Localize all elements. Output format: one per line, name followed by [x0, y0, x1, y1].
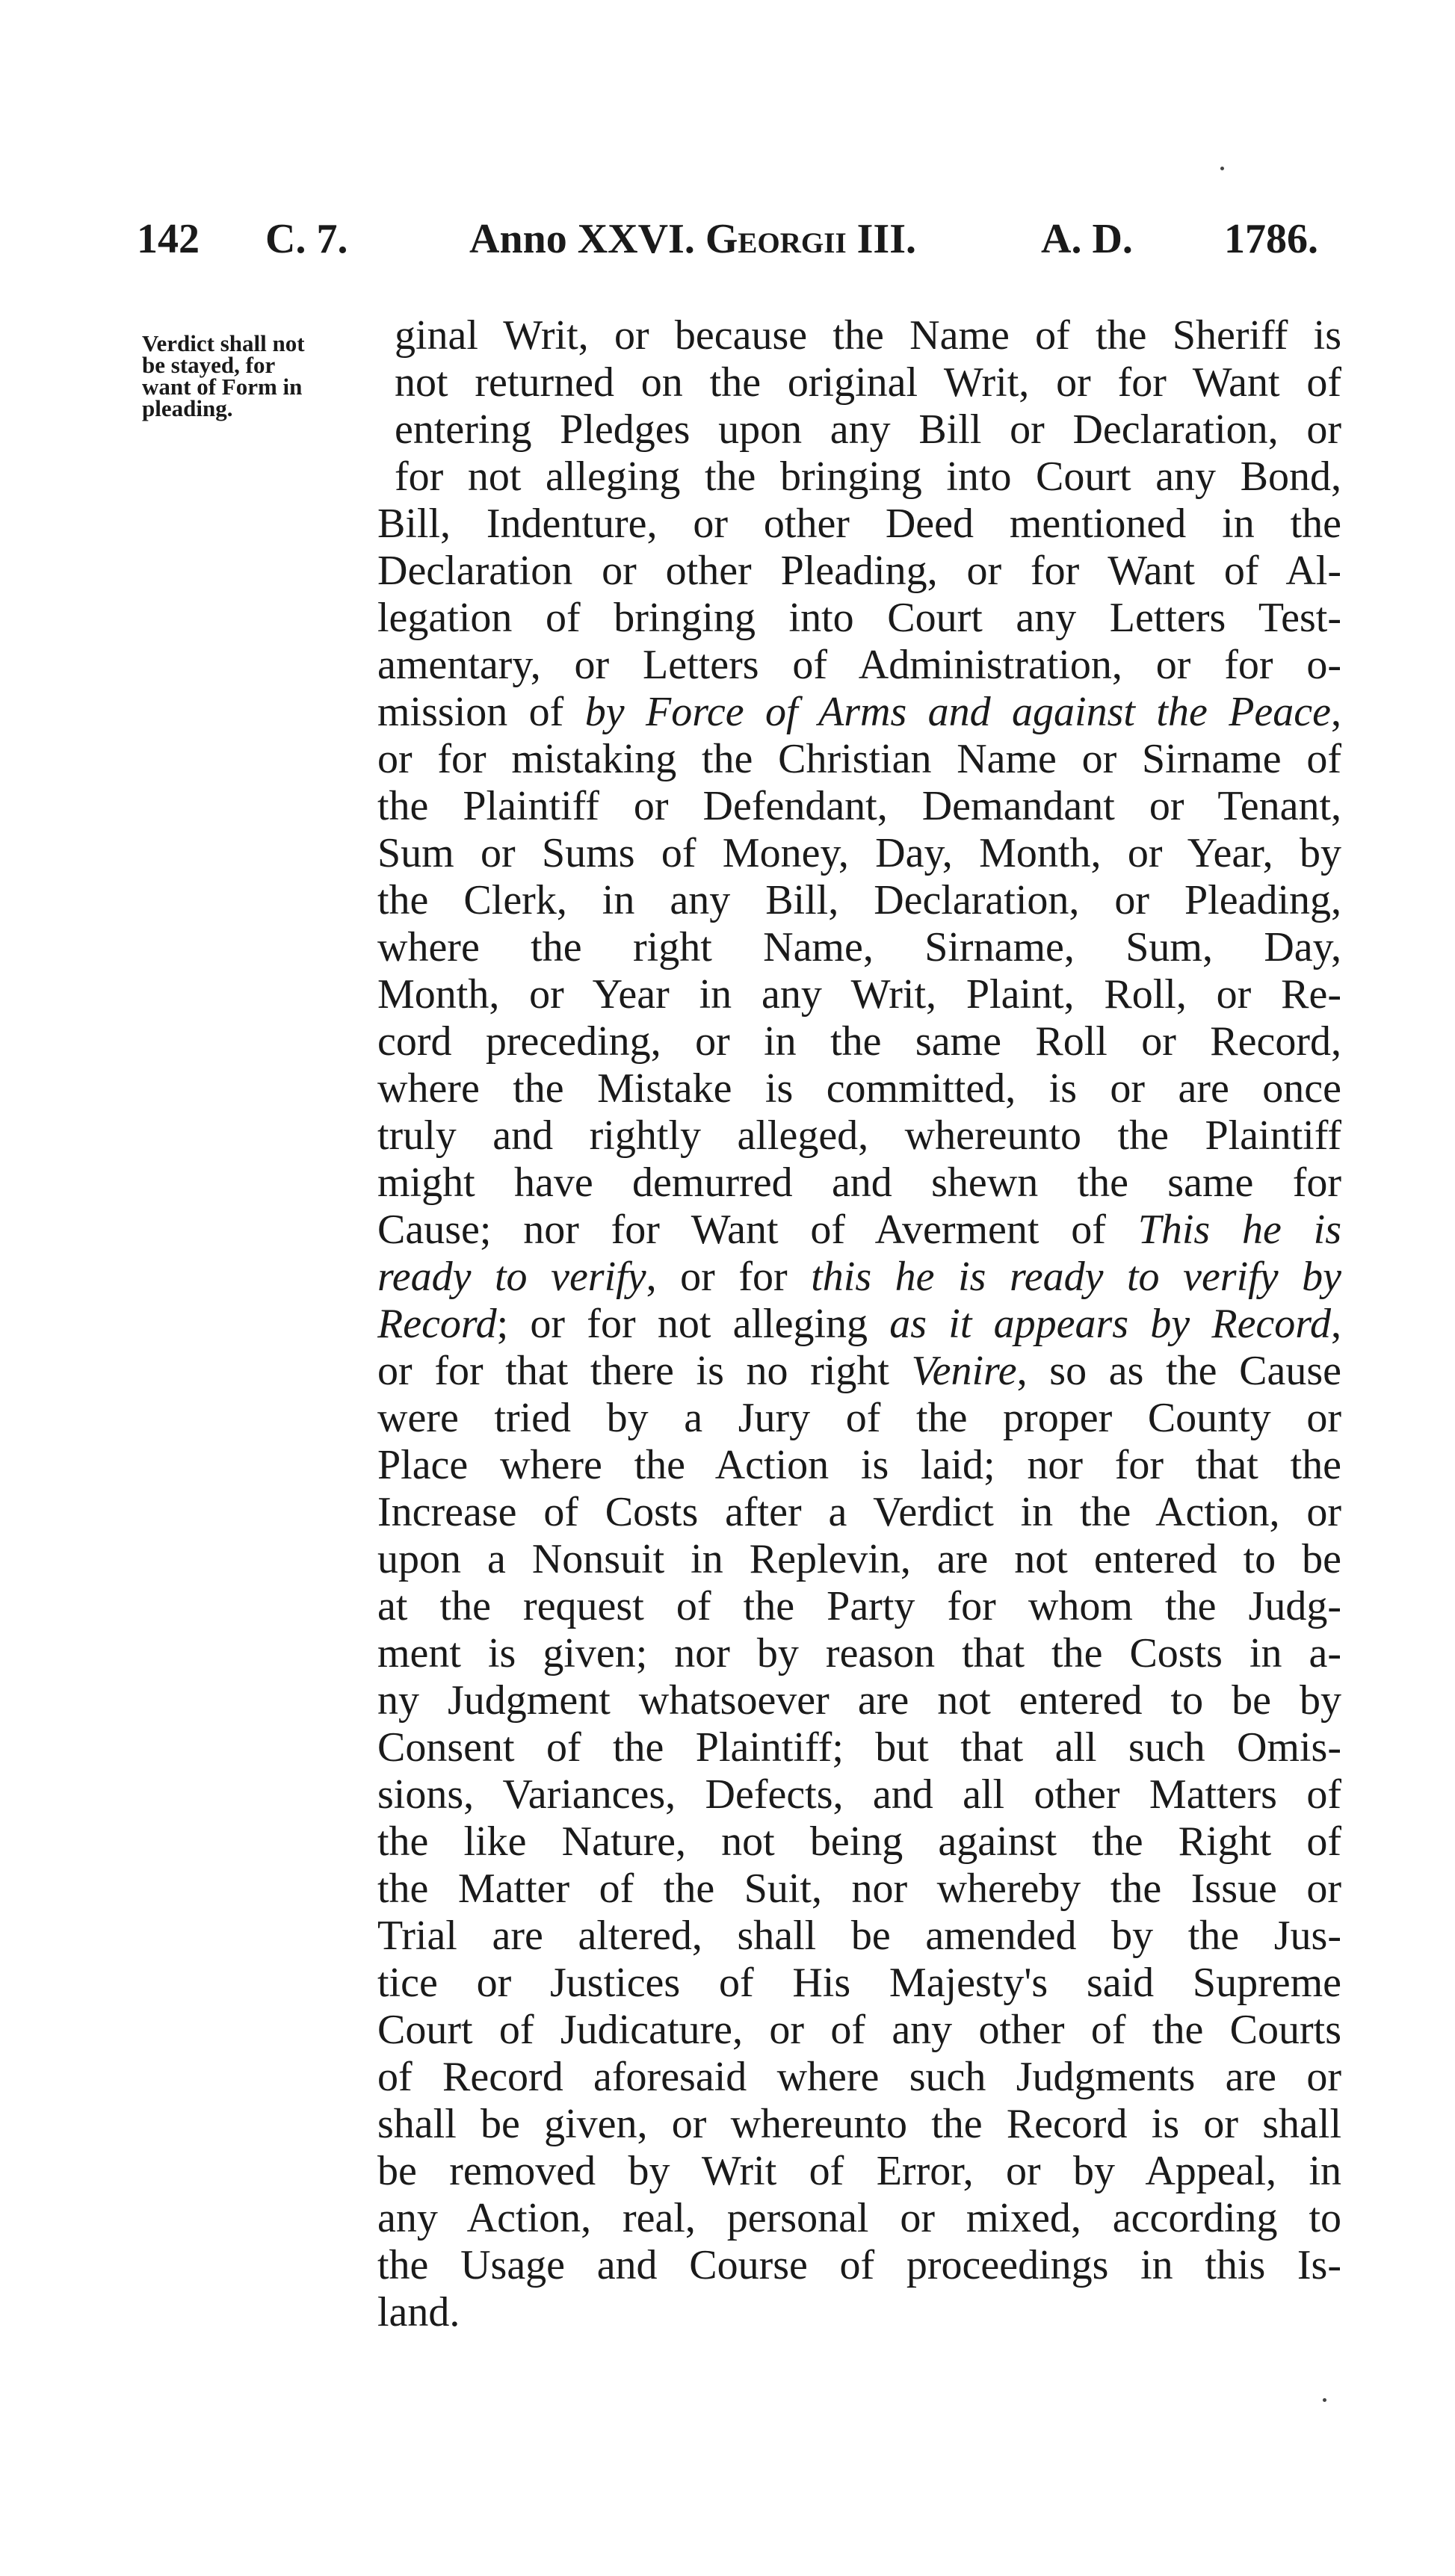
marginal-note-line: want of Form in: [142, 374, 303, 400]
body-line: or for mistaking the Christian Name or Sirname of: [377, 736, 1341, 782]
body-line: land.: [377, 2289, 460, 2335]
italic-phrase: ready to verify: [377, 1254, 646, 1300]
body-line: the Matter of the Suit, nor whereby the Issue or: [377, 1866, 1341, 1912]
body-line: ginal Writ, or because the Name of the Sheriff is: [395, 312, 1341, 359]
italic-phrase: this he is ready to verify by: [811, 1254, 1341, 1300]
body-line: legation of bringing into Court any Letters Test-: [377, 595, 1341, 641]
body-line: ny Judgment whatsoever are not entered to be by: [377, 1677, 1341, 1724]
body-line: at the request of the Party for whom the Judg-: [377, 1583, 1341, 1629]
body-line: the Plaintiff or Defendant, Demandant or Tenant,: [377, 783, 1341, 829]
body-line: the Clerk, in any Bill, Declaration, or Pleading,: [377, 877, 1341, 923]
marginal-note-line: pleading.: [142, 395, 233, 421]
body-line: not returned on the original Writ, or for Want of: [395, 359, 1341, 406]
marginal-note-line: be stayed, for: [142, 352, 276, 378]
marginal-note: [142, 332, 392, 419]
body-line: Record; or for not alleging as it appears by Record,: [377, 1301, 1341, 1347]
body-line: upon a Nonsuit in Replevin, are not entered to be: [377, 1536, 1341, 1582]
body-line: of Record aforesaid where such Judgments are or: [377, 2054, 1341, 2100]
body-line: tice or Justices of His Majesty's said Supreme: [377, 1960, 1341, 2006]
regnal-number: III.: [856, 216, 917, 262]
running-head: [137, 213, 1332, 265]
body-line: ment is given; nor by reason that the Costs in a-: [377, 1630, 1341, 1676]
statute-body-text: [377, 312, 1341, 2336]
body-line: ready to verify, or for this he is ready to verify by: [377, 1254, 1341, 1300]
body-line: Bill, Indenture, or other Deed mentioned in the: [377, 501, 1341, 547]
body-line: Court of Judicature, or of any other of the Courts: [377, 2007, 1341, 2053]
body-line: mission of by Force of Arms and against the Peace,: [377, 689, 1341, 735]
body-line: the Usage and Course of proceedings in this Is-: [377, 2242, 1341, 2288]
body-line: Declaration or other Pleading, or for Want of Al-: [377, 548, 1341, 594]
italic-phrase: by Force of Arms and against the Peace: [584, 689, 1331, 735]
body-line: Trial are altered, shall be amended by the Jus-: [377, 1913, 1341, 1959]
body-line: Month, or Year in any Writ, Plaint, Roll, or Re-: [377, 971, 1341, 1018]
body-line: truly and rightly alleged, whereunto the Plaintiff: [377, 1112, 1341, 1159]
chapter-number: C. 7.: [265, 216, 348, 262]
body-line: any Action, real, personal or mixed, according to: [377, 2195, 1341, 2241]
body-line: be removed by Writ of Error, or by Appeal, in: [377, 2148, 1341, 2194]
italic-phrase: as it appears by Record: [889, 1301, 1332, 1347]
body-line: the like Nature, not being against the Right of: [377, 1818, 1341, 1865]
marginal-note-line: Verdict shall not: [142, 330, 305, 356]
body-line: Sum or Sums of Money, Day, Month, or Year, by: [377, 830, 1341, 876]
page-number: 142: [137, 216, 200, 262]
body-line: Consent of the Plaintiff; but that all such Omis-: [377, 1724, 1341, 1771]
body-line: Cause; nor for Want of Averment of This he is: [377, 1207, 1341, 1253]
print-speck: [1323, 2398, 1326, 2402]
body-line: for not alleging the bringing into Court any Bond,: [395, 453, 1341, 500]
italic-phrase: Record: [377, 1301, 497, 1347]
anno-prefix: Anno XXVI.: [469, 216, 695, 262]
monarch-name: Georgii: [705, 216, 847, 262]
body-line: Increase of Costs after a Verdict in the Action, or: [377, 1489, 1341, 1535]
regnal-year: [469, 213, 916, 265]
body-line: cord preceding, or in the same Roll or Record,: [377, 1018, 1341, 1065]
body-line: amentary, or Letters of Administration, or for o-: [377, 642, 1341, 688]
body-line: where the Mistake is committed, is or are once: [377, 1065, 1341, 1112]
body-line: sions, Variances, Defects, and all other Matters of: [377, 1771, 1341, 1818]
body-line: Place where the Action is laid; nor for that the: [377, 1442, 1341, 1488]
body-line: were tried by a Jury of the proper County or: [377, 1395, 1341, 1441]
italic-phrase: Venire: [911, 1348, 1017, 1394]
italic-phrase: This he is: [1137, 1207, 1341, 1253]
year: 1786.: [1224, 216, 1318, 262]
body-line: where the right Name, Sirname, Sum, Day,: [377, 924, 1341, 970]
body-line: entering Pledges upon any Bill or Declaration, or: [395, 406, 1341, 453]
print-speck: [1220, 167, 1224, 170]
body-line: shall be given, or whereunto the Record is or shall: [377, 2101, 1341, 2147]
body-line: might have demurred and shewn the same for: [377, 1159, 1341, 1206]
anno-domini: A. D.: [1041, 216, 1133, 262]
body-line: or for that there is no right Venire, so as the Cause: [377, 1348, 1341, 1394]
